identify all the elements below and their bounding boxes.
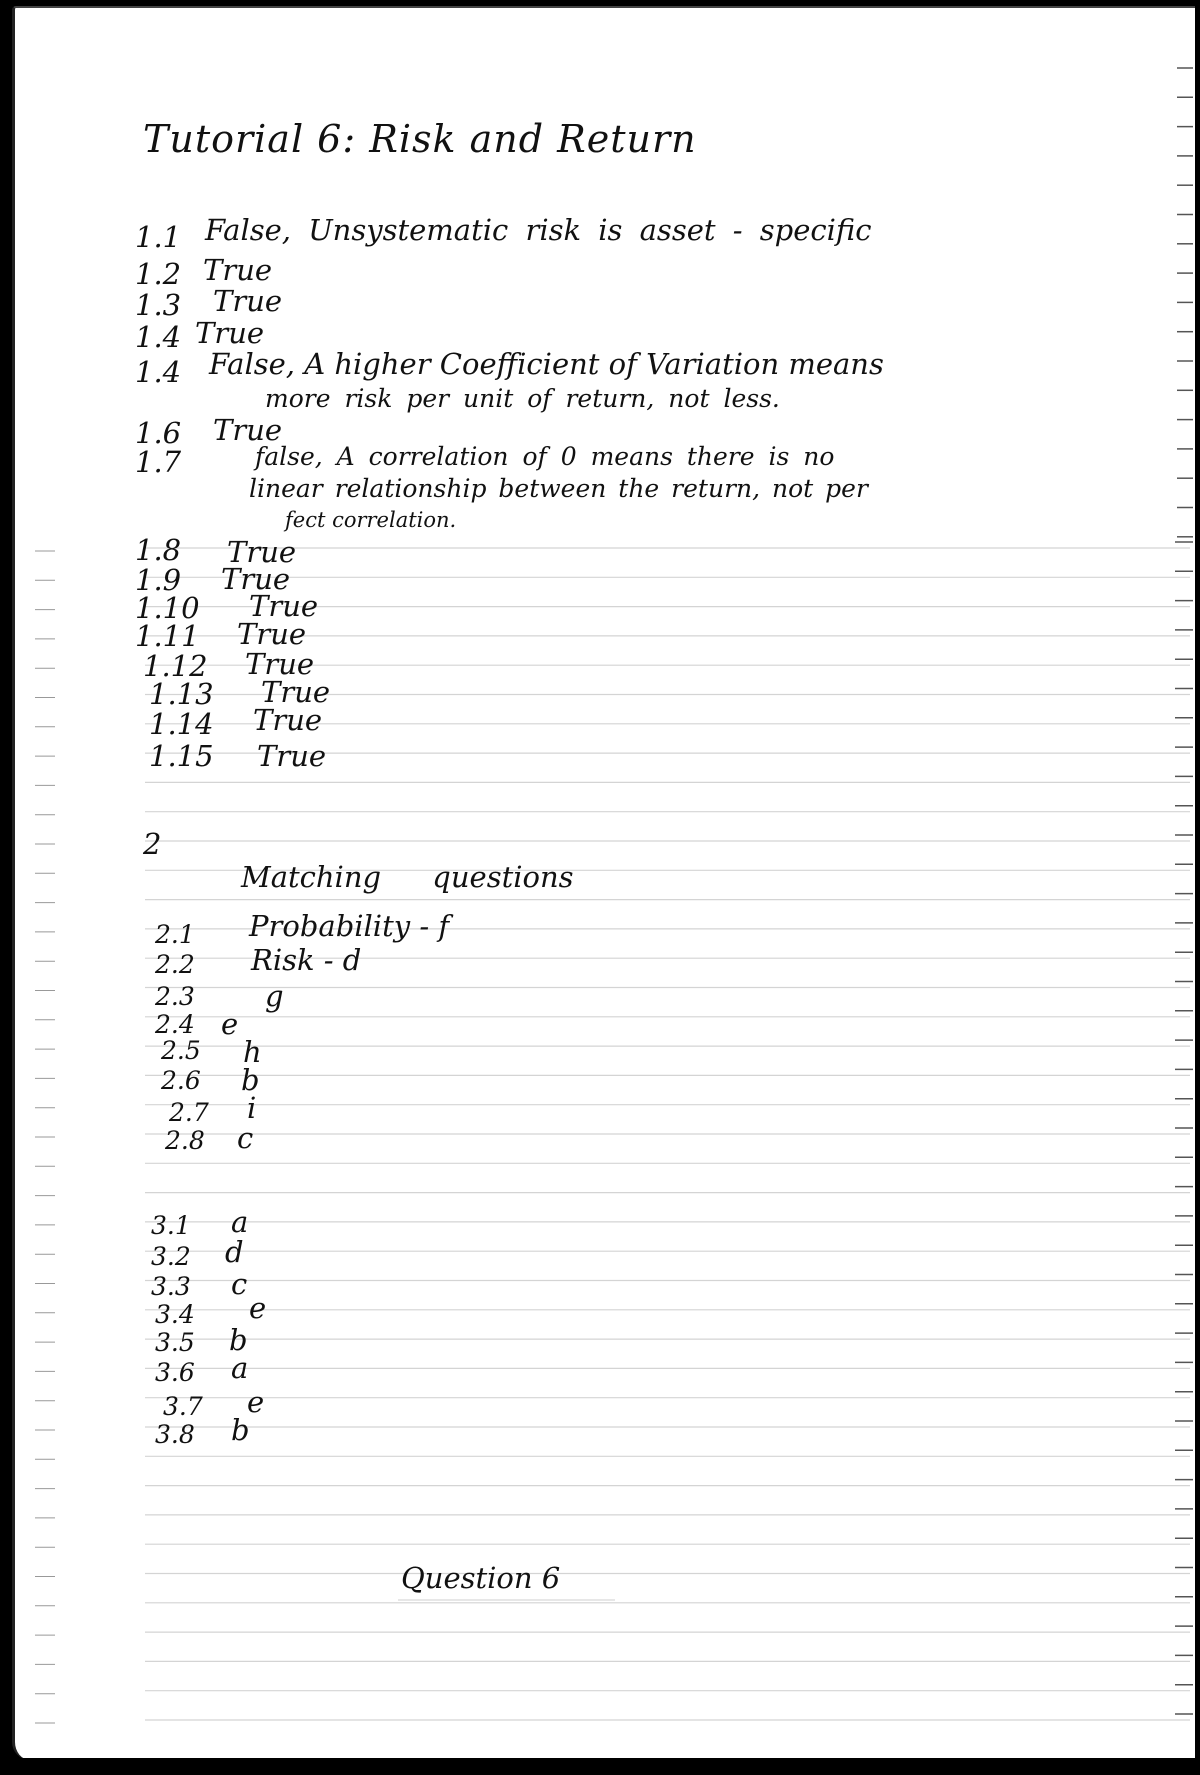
answer-1-11-num: 1.11 [135, 619, 200, 653]
answer-1-5-num: 1.4 [135, 355, 182, 389]
answer-3-3-text: c [231, 1267, 248, 1301]
answer-1-5-continued: more risk per unit of return, not less. [265, 384, 780, 413]
answer-3-6-num: 3.6 [155, 1358, 195, 1387]
answer-1-7-continued-1: linear relationship between the return, not per [249, 474, 868, 503]
answer-3-7-text: e [247, 1385, 265, 1419]
match-2-8-text: c [237, 1121, 254, 1155]
answer-3-6-text: a [231, 1351, 249, 1385]
match-2-7-text: i [247, 1091, 257, 1125]
match-2-2-text: Risk - d [251, 943, 362, 977]
answer-1-14-text: True [253, 703, 323, 737]
section-2-heading: Matching questions [241, 860, 574, 894]
answer-3-5-num: 3.5 [155, 1328, 195, 1357]
match-2-2-num: 2.2 [155, 950, 195, 979]
section-2-number: 2 [143, 827, 162, 861]
match-2-3-num: 2.3 [155, 982, 195, 1011]
answer-1-14-num: 1.14 [149, 707, 214, 741]
answer-1-15-text: True [257, 739, 327, 773]
answer-1-12-text: True [245, 647, 315, 681]
answer-1-10-num: 1.10 [135, 591, 200, 625]
answer-3-8-text: b [231, 1413, 250, 1447]
answer-3-1-num: 3.1 [151, 1211, 191, 1240]
answer-1-9-num: 1.9 [135, 563, 182, 597]
match-2-1-num: 2.1 [155, 920, 195, 949]
answer-1-6-num: 1.6 [135, 416, 182, 450]
match-2-4-text: e [221, 1007, 239, 1041]
answer-3-1-text: a [231, 1205, 249, 1239]
answer-1-1-num: 1.1 [135, 220, 182, 254]
answer-1-8-num: 1.8 [135, 533, 182, 567]
answer-1-2-text: True [203, 253, 273, 287]
answer-1-7-text: false, A correlation of 0 means there is no [255, 442, 835, 471]
answer-1-7-continued-2: fect correlation. [285, 508, 457, 532]
answer-1-1-text: False, Unsystematic risk is asset - specific [205, 213, 872, 247]
answer-1-4-text: True [195, 316, 265, 350]
match-2-5-text: h [243, 1035, 262, 1069]
answer-1-7-num: 1.7 [135, 445, 182, 479]
answer-1-4-num: 1.4 [135, 320, 182, 354]
ruled-lines [15, 8, 1195, 1760]
match-2-8-num: 2.8 [165, 1126, 205, 1155]
match-2-5-num: 2.5 [161, 1036, 201, 1065]
answer-1-6-text: True [213, 413, 283, 447]
answer-1-10-text: True [249, 589, 319, 623]
answer-3-3-num: 3.3 [151, 1272, 191, 1301]
answer-1-3-text: True [213, 284, 283, 318]
match-2-1-text: Probability - f [249, 909, 450, 943]
answer-3-5-text: b [229, 1323, 248, 1357]
answer-1-15-num: 1.15 [149, 739, 214, 773]
answer-3-2-text: d [225, 1235, 244, 1269]
answer-1-13-num: 1.13 [149, 677, 214, 711]
match-2-7-num: 2.7 [169, 1098, 209, 1127]
answer-3-7-num: 3.7 [163, 1392, 203, 1421]
match-2-6-num: 2.6 [161, 1066, 201, 1095]
match-2-4-num: 2.4 [155, 1010, 195, 1039]
scan-bottom-edge [0, 1758, 1200, 1775]
answer-1-8-text: True [227, 535, 297, 569]
answer-1-3-num: 1.3 [135, 288, 182, 322]
answer-1-5-text: False, A higher Coefficient of Variation means [209, 347, 884, 381]
match-2-3-text: g [265, 979, 284, 1013]
answer-3-4-text: e [249, 1291, 267, 1325]
question-6-heading: Question 6 [401, 1561, 561, 1595]
answer-1-9-text: True [221, 562, 291, 596]
answer-1-11-text: True [237, 617, 307, 651]
answer-3-8-num: 3.8 [155, 1420, 195, 1449]
answer-1-2-num: 1.2 [135, 257, 182, 291]
answer-3-2-num: 3.2 [151, 1242, 191, 1271]
answer-1-13-text: True [261, 675, 331, 709]
match-2-6-text: b [241, 1063, 260, 1097]
answer-1-12-num: 1.12 [143, 649, 208, 683]
page-title: Tutorial 6: Risk and Return [143, 117, 697, 161]
notebook-page [12, 6, 1195, 1760]
answer-3-4-num: 3.4 [155, 1300, 195, 1329]
